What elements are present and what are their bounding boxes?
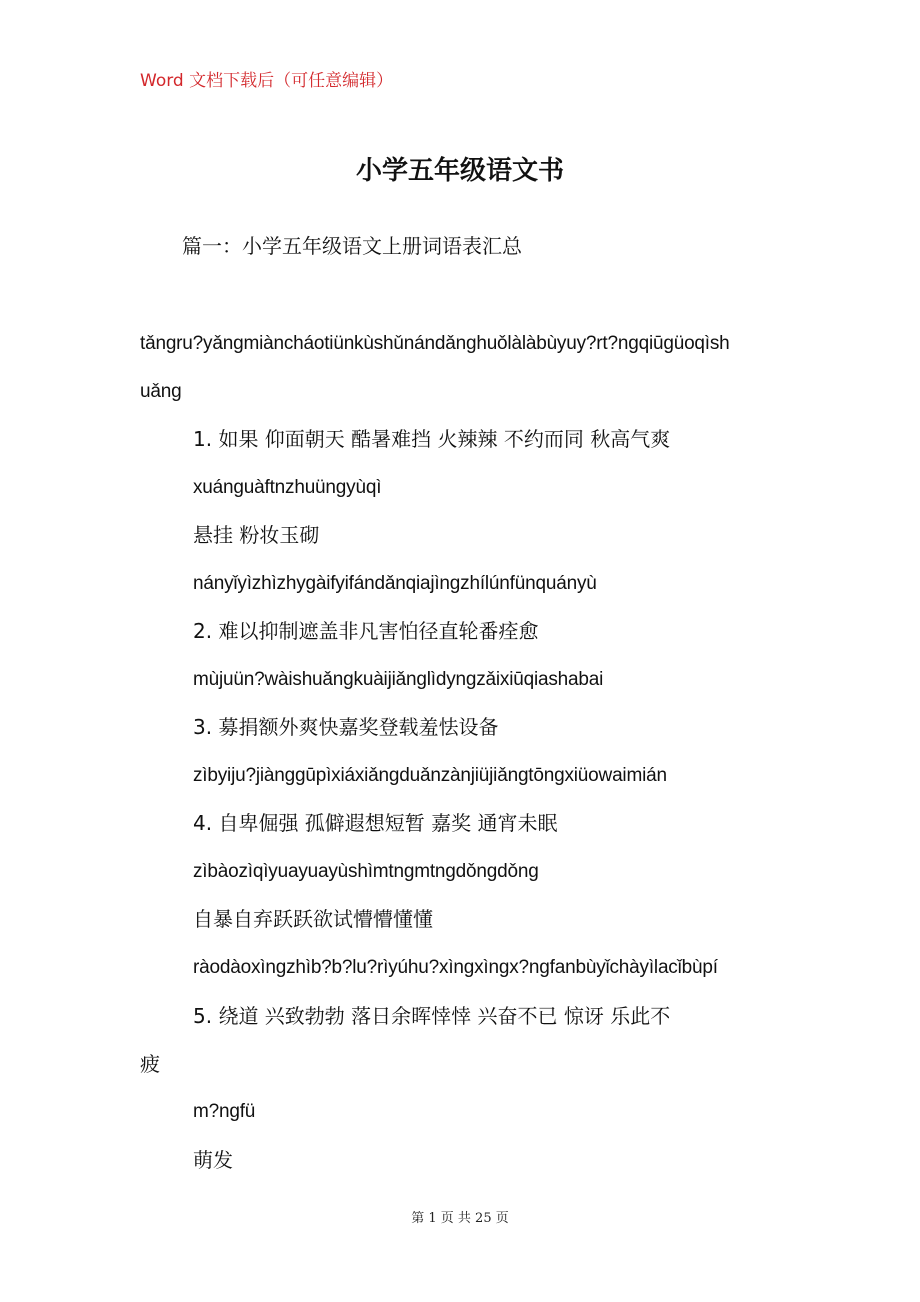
page-footer: 第 1 页 共 25 页 [411, 1211, 509, 1226]
pinyin-line: m?ngfü [193, 1101, 256, 1122]
section-heading: 篇一：小学五年级语文上册词语表汇总 [182, 234, 522, 258]
pinyin-line: zìbàozìqìyuayuayùshìmtngmtngdǒngdǒng [193, 861, 539, 882]
pinyin-line: ràodàoxìngzhìb?b?lu?rìyúhu?xìngxìngx?ngfanbùyǐchàyìlacǐbùpí [193, 957, 718, 978]
word-list-line: 自暴自弃跃跃欲试懵懵懂懂 [193, 907, 433, 931]
download-note: Word 文档下载后（可任意编辑） [140, 71, 394, 91]
word-list-line: 2. 难以抑制遮盖非凡害怕径直轮番痊愈 [193, 619, 539, 643]
document-title: 小学五年级语文书 [355, 156, 564, 186]
pinyin-line: uǎng [140, 381, 182, 402]
pinyin-line: xuánguàftnzhuüngyùqì [193, 477, 382, 498]
word-list-line: 4. 自卑倔强 孤僻遐想短暂 嘉奖 通宵未眠 [193, 811, 558, 835]
pinyin-line: nányǐyìzhìzhygàifyifándǎnqiajìngzhílúnfünquányù [193, 573, 597, 594]
word-list-line: 5. 绕道 兴致勃勃 落日余晖悻悻 兴奋不已 惊讶 乐此不 [193, 1004, 671, 1028]
pinyin-line: tǎngru?yǎngmiàncháotiünkùshǔnándǎnghuǒlàlàbùyuy?rt?ngqiūgüoqìsh [140, 333, 730, 354]
word-list-line: 1. 如果 仰面朝天 酷暑难挡 火辣辣 不约而同 秋高气爽 [193, 427, 671, 451]
word-list-line: 悬挂 粉妆玉砌 [193, 523, 320, 547]
word-list-line: 疲 [140, 1052, 160, 1076]
pinyin-line: zìbyiju?jiànggūpìxiáxiǎngduǎnzànjiüjiǎngtōngxiüowaimián [193, 765, 667, 786]
pinyin-line: mùjuün?wàishuǎngkuàijiǎnglìdyngzǎixiūqiashabai [193, 669, 604, 690]
word-list-line: 萌发 [193, 1148, 233, 1172]
word-list-line: 3. 募捐额外爽快嘉奖登载羞怯设备 [193, 715, 499, 739]
